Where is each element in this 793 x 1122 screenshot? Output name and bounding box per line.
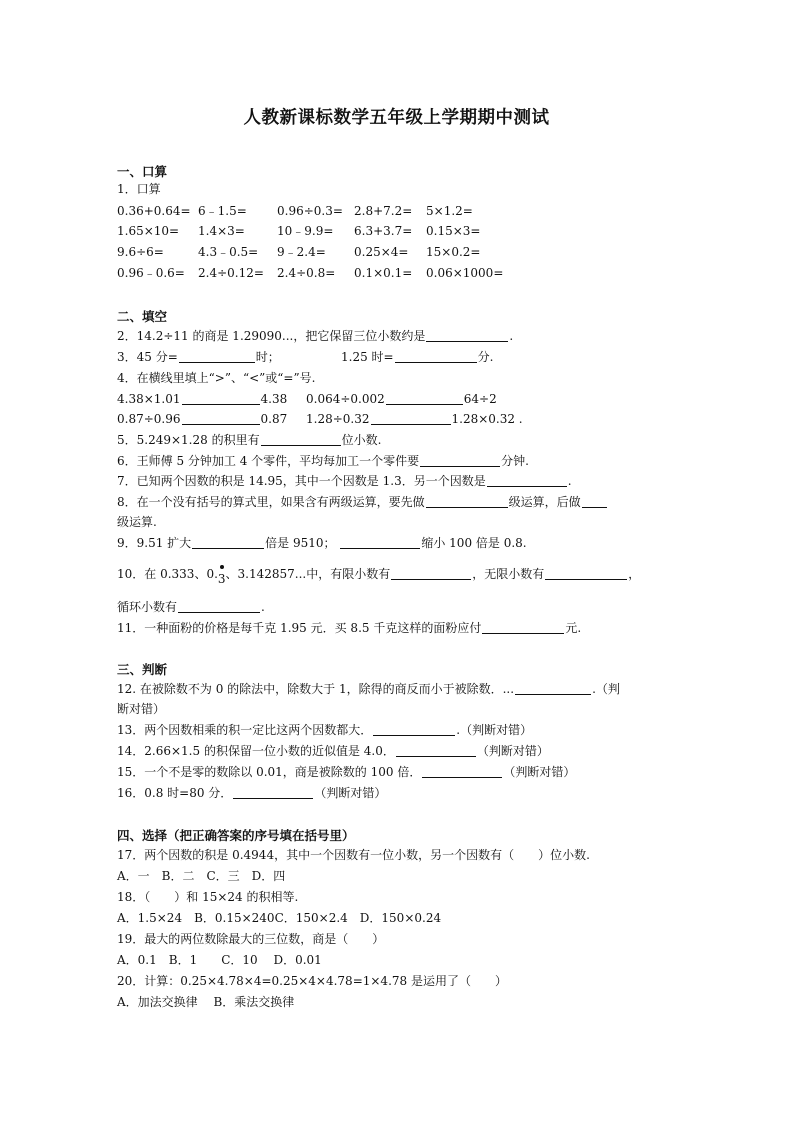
question-4: 4．在横线里填上“>”、“<”或“=”号.: [117, 371, 316, 385]
answer-blank[interactable]: [515, 682, 591, 695]
q15-end: （判断对错）: [503, 765, 576, 779]
q14-text: 14．2.66×1.5 的积保留一位小数的近似值是 4.0．: [117, 744, 395, 758]
answer-blank[interactable]: [261, 433, 341, 446]
answer-blank[interactable]: [545, 567, 627, 580]
calc-cell: 9.6÷6=: [117, 245, 164, 259]
q4-expr: 0.87: [260, 412, 288, 426]
answer-blank[interactable]: [386, 392, 463, 405]
calc-cell: 15×0.2=: [426, 245, 481, 259]
q13-end: .（判断对错）: [456, 723, 533, 737]
calc-cell: 0.1×0.1=: [354, 266, 413, 280]
q10-text: 10．在 0.333、0.: [117, 567, 218, 581]
q10-text-c: ，无限小数有: [472, 567, 545, 581]
question-4-row-2-right: [306, 411, 523, 427]
answer-blank[interactable]: [426, 495, 508, 508]
question-20: 20．计算：0.25×4.78×4=0.25×4×4.78=1×4.78 是运用了（ ）: [117, 974, 507, 988]
q6-end: 分钟.: [501, 454, 529, 468]
q12-text: 12. 在被除数不为 0 的除法中，除数大于 1，除得的商反而小于被除数．...: [117, 682, 515, 696]
question-4-row-2: [117, 411, 287, 427]
question-13: [117, 722, 532, 738]
q4-expr: 0.064÷0.002: [306, 392, 385, 406]
q4-expr: 1.28×0.32 .: [451, 412, 523, 426]
q3-text-d: 分.: [477, 350, 494, 364]
calc-cell: 6﹣1.5=: [198, 204, 247, 218]
q4-expr: 4.38: [260, 392, 288, 406]
q12-end: .（判: [592, 682, 620, 696]
q8-text: 8．在一个没有括号的算式里，如果含有两级运算，要先做: [117, 495, 425, 509]
q5-text: 5．5.249×1.28 的积里有: [117, 433, 260, 447]
q9-text-b: 倍是 9510；: [265, 536, 336, 550]
question-15: [117, 764, 575, 780]
answer-blank[interactable]: [482, 621, 564, 634]
answer-blank[interactable]: [373, 723, 455, 736]
q4-expr: 1.28÷0.32: [306, 412, 370, 426]
question-4-row-1-right: [306, 391, 497, 407]
calc-cell: 0.15×3=: [426, 224, 481, 238]
answer-blank[interactable]: [426, 329, 508, 342]
q8-text-b: 级运算，后做: [508, 495, 581, 509]
q7-end: .: [567, 474, 572, 488]
section-2-heading: 二、填空: [117, 309, 168, 324]
q9-text: 9．9.51 扩大: [117, 536, 192, 550]
question-18: 18．（ ）和 15×24 的积相等.: [117, 890, 299, 904]
calc-cell: 0.96﹣0.6=: [117, 266, 185, 280]
q16-end: （判断对错）: [314, 786, 387, 800]
answer-blank[interactable]: [371, 412, 451, 425]
answer-blank[interactable]: [340, 536, 420, 549]
question-16: [117, 785, 386, 801]
answer-blank[interactable]: [178, 600, 260, 613]
question-2: [117, 328, 513, 344]
question-12-cont: 断对错）: [117, 702, 166, 716]
answer-blank[interactable]: [179, 350, 255, 363]
question-6: [117, 453, 529, 469]
page-title: 人教新课标数学五年级上学期期中测试: [243, 108, 550, 128]
q10-text-f: .: [261, 600, 265, 614]
calc-cell: 2.4÷0.12=: [198, 266, 264, 280]
q4-expr: 4.38×1.01: [117, 392, 181, 406]
question-5: [117, 432, 381, 448]
question-17: 17．两个因数的积是 0.4944，其中一个因数有一位小数，另一个因数有（ ）位小数.: [117, 848, 590, 862]
q10-text-d: ，: [628, 567, 641, 581]
question-1-label: 1．口算: [117, 182, 161, 196]
calc-cell: 2.4÷0.8=: [277, 266, 336, 280]
calc-cell: 0.96÷0.3=: [277, 204, 343, 218]
calc-cell: 0.36+0.64=: [117, 204, 191, 218]
answer-blank[interactable]: [420, 454, 500, 467]
question-9: [117, 535, 527, 551]
question-7: [117, 473, 572, 489]
calc-cell: 1.4×3=: [198, 224, 245, 238]
answer-blank[interactable]: [192, 536, 264, 549]
answer-blank[interactable]: [422, 765, 502, 778]
calc-cell: 9﹣2.4=: [277, 245, 326, 259]
question-10-cont: [117, 599, 265, 615]
question-3-part-2: [341, 349, 493, 365]
q3-text-c: 1.25 时=: [341, 350, 394, 364]
q2-text: 2．14.2÷11 的商是 1.29090...，把它保留三位小数约是: [117, 329, 426, 343]
q6-text: 6．王师傅 5 分钟加工 4 个零件，平均每加工一个零件要: [117, 454, 420, 468]
calc-cell: 6.3+3.7=: [354, 224, 413, 238]
question-19: 19．最大的两位数除最大的三位数，商是（ ）: [117, 932, 385, 946]
answer-blank[interactable]: [233, 786, 313, 799]
q14-end: （判断对错）: [476, 744, 549, 758]
question-14: [117, 743, 549, 759]
question-8-cont: 级运算.: [117, 515, 157, 529]
q3-text-b: 时；: [255, 350, 280, 364]
calc-cell: 4.3﹣0.5=: [198, 245, 259, 259]
q11-text: 11．一种面粉的价格是每千克 1.95 元．买 8.5 千克这样的面粉应付: [117, 621, 482, 635]
answer-blank[interactable]: [395, 350, 477, 363]
question-17-options[interactable]: A．一 B．二 C．三 D．四: [117, 869, 286, 883]
calc-cell: 2.8+7.2=: [354, 204, 413, 218]
q11-end: 元.: [565, 621, 582, 635]
q3-text-a: 3．45 分=: [117, 350, 178, 364]
answer-blank[interactable]: [487, 474, 567, 487]
q10-text-e: 循环小数有: [117, 600, 178, 614]
section-1-heading: 一、口算: [117, 164, 168, 179]
q10-text-b: 、3.142857...中，有限小数有: [225, 567, 391, 581]
calc-cell: 5×1.2=: [426, 204, 473, 218]
section-4-heading: 四、选择（把正确答案的序号填在括号里）: [117, 828, 355, 843]
q9-text-c: 缩小 100 倍是 0.8.: [421, 536, 527, 550]
calc-cell: 1.65×10=: [117, 224, 180, 238]
repeating-digit: 3: [217, 572, 226, 586]
answer-blank[interactable]: [182, 412, 260, 425]
question-4-row-1: [117, 391, 287, 407]
calc-cell: 0.06×1000=: [426, 266, 504, 280]
question-12: [117, 681, 620, 697]
question-18-options[interactable]: A．1.5×24 B．0.15×240C．150×2.4 D．150×0.24: [117, 911, 442, 925]
q13-text: 13．两个因数相乘的积一定比这两个因数都大．: [117, 723, 373, 737]
question-10: [117, 566, 641, 586]
q4-expr: 64÷2: [463, 392, 497, 406]
q5-end: 位小数.: [341, 433, 382, 447]
answer-blank[interactable]: [396, 744, 476, 757]
q16-text: 16．0.8 时=80 分．: [117, 786, 233, 800]
q15-text: 15．一个不是零的数除以 0.01，商是被除数的 100 倍．: [117, 765, 422, 779]
question-8: [117, 494, 608, 510]
answer-blank[interactable]: [182, 392, 260, 405]
section-3-heading: 三、判断: [117, 662, 168, 677]
q7-text: 7．已知两个因数的积是 14.95，其中一个因数是 1.3．另一个因数是: [117, 474, 486, 488]
question-3: [117, 349, 280, 365]
question-20-options[interactable]: A．加法交换律 B．乘法交换律: [117, 995, 295, 1009]
q2-end: .: [509, 329, 514, 343]
answer-blank[interactable]: [391, 567, 471, 580]
question-11: [117, 620, 581, 636]
calc-cell: 10﹣9.9=: [277, 224, 334, 238]
question-19-options[interactable]: A．0.1 B．1 C．10 D．0.01: [117, 953, 322, 967]
answer-blank[interactable]: [582, 495, 607, 508]
q4-expr: 0.87÷0.96: [117, 412, 181, 426]
calc-cell: 0.25×4=: [354, 245, 409, 259]
